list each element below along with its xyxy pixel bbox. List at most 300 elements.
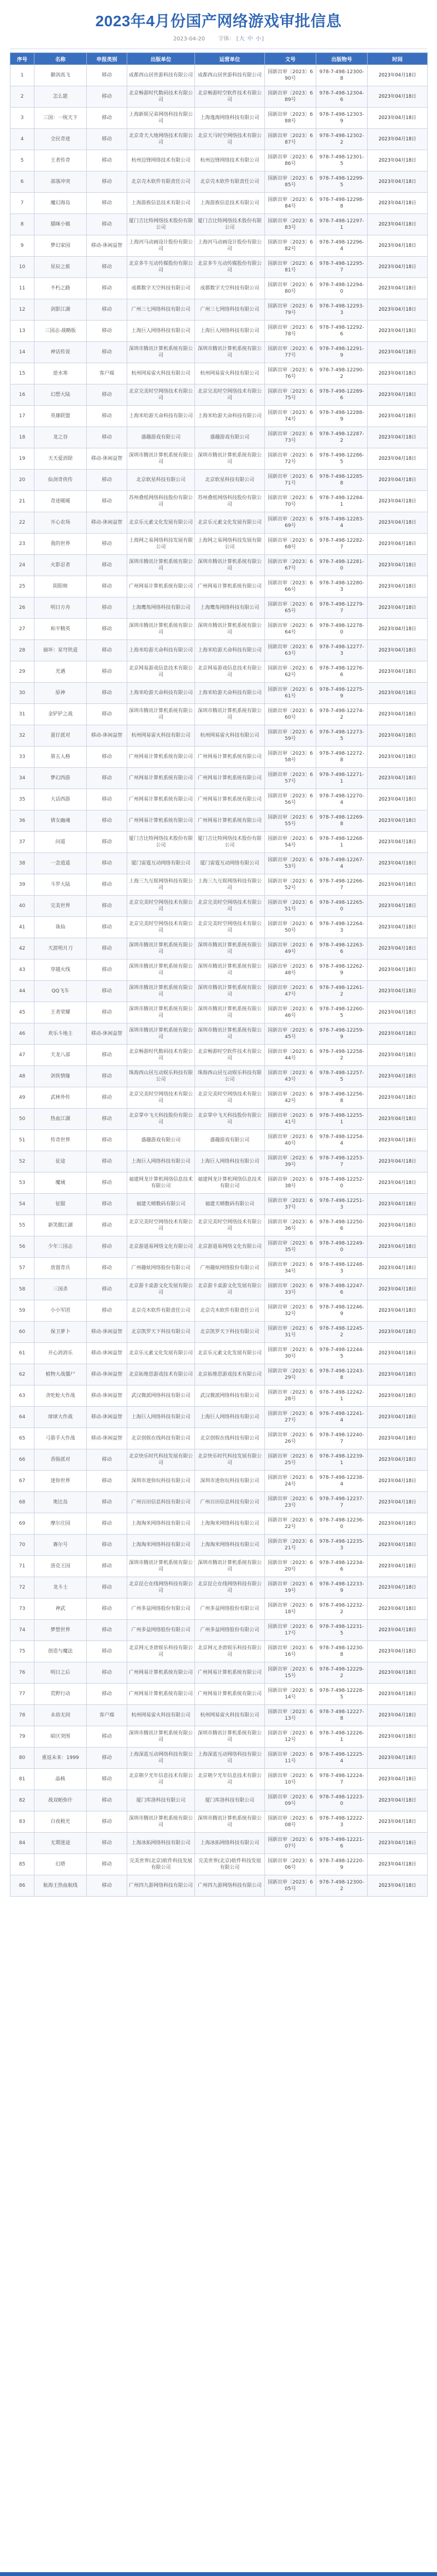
operator-cell: 北京游道易网络文化有限公司 xyxy=(195,1236,265,1258)
category-cell: 移动 xyxy=(87,1726,127,1748)
row-index-cell: 27 xyxy=(10,619,34,640)
row-index-cell: 5 xyxy=(10,150,34,171)
category-cell: 移动-休闲益智 xyxy=(87,1428,127,1449)
row-index-cell: 63 xyxy=(10,1385,34,1407)
doc-number-cell: 国新出审〔2023〕679号 xyxy=(265,299,316,321)
approval-date-cell: 2023年04月18日 xyxy=(368,747,428,768)
publisher-cell: 北京朝夕光年信息技术有限公司 xyxy=(127,1769,195,1790)
row-index-cell: 11 xyxy=(10,278,34,299)
game-name-cell: 王者荣耀 xyxy=(34,1002,87,1023)
approval-date-cell: 2023年04月18日 xyxy=(368,597,428,619)
publisher-cell: 上海淘米网络科技有限公司 xyxy=(127,1535,195,1556)
game-name-cell: 白夜极光 xyxy=(34,1811,87,1833)
category-cell: 移动 xyxy=(87,853,127,874)
publisher-cell: 广州网易计算机系统有限公司 xyxy=(127,768,195,789)
operator-cell: 北京拓维思游戏技术有限公司 xyxy=(195,1364,265,1385)
doc-number-cell: 国新出审〔2023〕647号 xyxy=(265,981,316,1002)
row-index-cell: 79 xyxy=(10,1726,34,1748)
category-cell: 移动 xyxy=(87,683,127,704)
publication-number-cell: 978-7-498-12292-6 xyxy=(316,321,368,342)
publisher-cell: 深圳市腾讯计算机系统有限公司 xyxy=(127,342,195,363)
doc-number-cell: 国新出审〔2023〕684号 xyxy=(265,193,316,214)
approval-date-cell: 2023年04月18日 xyxy=(368,1471,428,1492)
approval-date-cell: 2023年04月18日 xyxy=(368,1620,428,1641)
game-name-cell: QQ飞车 xyxy=(34,981,87,1002)
publisher-cell: 北京游卡桌游文化发展有限公司 xyxy=(127,1279,195,1300)
operator-cell: 上海米哈游天命科技有限公司 xyxy=(195,683,265,704)
publisher-cell: 上海淘米网络科技有限公司 xyxy=(127,1513,195,1535)
publication-number-cell: 978-7-498-12263-6 xyxy=(316,938,368,960)
publisher-cell: 完美世界(北京)软件科技发展有限公司 xyxy=(127,1854,195,1875)
publication-number-cell: 978-7-498-12238-4 xyxy=(316,1471,368,1492)
publisher-cell: 上海米哈游天命科技有限公司 xyxy=(127,640,195,661)
operator-cell: 北京完美时空网络技术有限公司 xyxy=(195,917,265,938)
table-row xyxy=(10,1535,428,1556)
publication-number-cell: 978-7-498-12270-4 xyxy=(316,789,368,810)
doc-number-cell: 国新出审〔2023〕672号 xyxy=(265,448,316,470)
table-row xyxy=(10,1790,428,1811)
publisher-cell: 北京乐元素文化发展有限公司 xyxy=(127,1343,195,1364)
operator-cell: 上海游族信息技术有限公司 xyxy=(195,193,265,214)
table-row xyxy=(10,1087,428,1109)
font-size-medium-option[interactable]: 中 xyxy=(247,36,253,42)
row-index-cell: 4 xyxy=(10,129,34,150)
font-size-large-option[interactable]: 大 xyxy=(239,36,245,42)
doc-number-cell: 国新出审〔2023〕607号 xyxy=(265,1833,316,1854)
doc-number-cell: 国新出审〔2023〕643号 xyxy=(265,1066,316,1087)
approval-date-cell: 2023年04月18日 xyxy=(368,1705,428,1726)
table-row xyxy=(10,619,428,640)
approval-date-cell: 2023年04月18日 xyxy=(368,1385,428,1407)
game-name-cell: 神话传说 xyxy=(34,342,87,363)
row-index-cell: 2 xyxy=(10,86,34,108)
game-name-cell: 征途 xyxy=(34,1151,87,1172)
publisher-cell: 杭州网易雷火科技有限公司 xyxy=(127,725,195,747)
category-cell: 移动 xyxy=(87,427,127,448)
publication-number-cell: 978-7-498-12220-9 xyxy=(316,1854,368,1875)
category-cell: 移动 xyxy=(87,1598,127,1620)
publisher-cell: 北京网元圣唐娱乐科技有限公司 xyxy=(127,1641,195,1662)
publication-number-cell: 978-7-498-12304-6 xyxy=(316,86,368,108)
doc-number-cell: 国新出审〔2023〕661号 xyxy=(265,683,316,704)
category-cell: 移动 xyxy=(87,1662,127,1684)
approval-date-cell: 2023年04月18日 xyxy=(368,938,428,960)
category-cell: 移动 xyxy=(87,1151,127,1172)
operator-cell: 北京游卡桌游文化发展有限公司 xyxy=(195,1279,265,1300)
operator-cell: 广州网易计算机系统有限公司 xyxy=(195,789,265,810)
doc-number-cell: 国新出审〔2023〕624号 xyxy=(265,1471,316,1492)
doc-number-cell: 国新出审〔2023〕653号 xyxy=(265,853,316,874)
table-row xyxy=(10,1684,428,1705)
game-name-cell: 阴阳师 xyxy=(34,576,87,597)
row-index-cell: 86 xyxy=(10,1875,34,1897)
row-index-cell: 76 xyxy=(10,1662,34,1684)
approval-date-cell: 2023年04月18日 xyxy=(368,1343,428,1364)
doc-number-cell: 国新出审〔2023〕627号 xyxy=(265,1407,316,1428)
table-header-row xyxy=(10,53,428,65)
doc-number-cell: 国新出审〔2023〕635号 xyxy=(265,1236,316,1258)
approval-date-cell: 2023年04月18日 xyxy=(368,427,428,448)
publisher-cell: 广州百田信息科技有限公司 xyxy=(127,1492,195,1513)
category-cell: 移动 xyxy=(87,619,127,640)
game-name-cell: 不朽之路 xyxy=(34,278,87,299)
game-name-cell: 龙之谷 xyxy=(34,427,87,448)
publisher-cell: 北京网易游戏信息技术有限公司 xyxy=(127,661,195,683)
doc-number-cell: 国新出审〔2023〕659号 xyxy=(265,725,316,747)
doc-number-cell: 国新出审〔2023〕636号 xyxy=(265,1215,316,1236)
row-index-cell: 16 xyxy=(10,384,34,406)
doc-number-cell: 国新出审〔2023〕675号 xyxy=(265,384,316,406)
category-cell: 移动 xyxy=(87,342,127,363)
category-cell: 移动 xyxy=(87,1002,127,1023)
table-row xyxy=(10,1705,428,1726)
table-row xyxy=(10,1577,428,1598)
operator-cell: 成都西山居世游科技有限公司 xyxy=(195,65,265,86)
category-cell: 移动 xyxy=(87,789,127,810)
publisher-cell: 深圳市腾讯计算机系统有限公司 xyxy=(127,1002,195,1023)
row-index-cell: 41 xyxy=(10,917,34,938)
publisher-cell: 广州网易计算机系统有限公司 xyxy=(127,810,195,832)
publisher-cell: 成都数字天空科技有限公司 xyxy=(127,278,195,299)
approval-date-cell: 2023年04月18日 xyxy=(368,725,428,747)
publication-number-cell: 978-7-498-12280-3 xyxy=(316,576,368,597)
table-row xyxy=(10,683,428,704)
publication-number-cell: 978-7-498-12284-1 xyxy=(316,491,368,512)
approval-date-cell: 2023年04月18日 xyxy=(368,257,428,278)
doc-number-cell: 国新出审〔2023〕619号 xyxy=(265,1577,316,1598)
table-body xyxy=(10,65,428,1897)
publication-number-cell: 978-7-498-12251-3 xyxy=(316,1194,368,1215)
operator-cell: 盛趣游戏有限公司 xyxy=(195,1130,265,1151)
doc-number-cell: 国新出审〔2023〕634号 xyxy=(265,1258,316,1279)
approval-date-cell: 2023年04月18日 xyxy=(368,1300,428,1322)
game-name-cell: 无期迷途 xyxy=(34,1833,87,1854)
row-index-cell: 28 xyxy=(10,640,34,661)
row-index-cell: 14 xyxy=(10,342,34,363)
approval-date-cell: 2023年04月18日 xyxy=(368,1641,428,1662)
doc-number-cell: 国新出审〔2023〕644号 xyxy=(265,1045,316,1066)
category-cell: 移动-休闲益智 xyxy=(87,448,127,470)
row-index-cell: 67 xyxy=(10,1471,34,1492)
publisher-cell: 广州网易计算机系统有限公司 xyxy=(127,1662,195,1684)
operator-cell: 北京创娱在线科技有限公司 xyxy=(195,1428,265,1449)
publisher-cell: 厦门库洛科技有限公司 xyxy=(127,1790,195,1811)
game-name-cell: 三国杀 xyxy=(34,1279,87,1300)
category-cell: 移动 xyxy=(87,193,127,214)
operator-cell: 北京凯罗天下科技有限公司 xyxy=(195,1322,265,1343)
operator-cell: 深圳市腾讯计算机系统有限公司 xyxy=(195,1726,265,1748)
publisher-cell: 上海河马动画设计股份有限公司 xyxy=(127,235,195,257)
game-name-cell: 第五人格 xyxy=(34,747,87,768)
operator-cell: 北京网元圣唐娱乐科技有限公司 xyxy=(195,1641,265,1662)
approval-date-cell: 2023年04月18日 xyxy=(368,1023,428,1045)
table-row xyxy=(10,1471,428,1492)
game-name-cell: 崩坏：星穹铁道 xyxy=(34,640,87,661)
game-name-cell: 逆水寒 xyxy=(34,363,87,384)
game-name-cell: 蛋仔派对 xyxy=(34,725,87,747)
publication-number-cell: 978-7-498-12276-6 xyxy=(316,661,368,683)
publication-number-cell: 978-7-498-12262-9 xyxy=(316,960,368,981)
row-index-cell: 31 xyxy=(10,704,34,725)
row-index-cell: 38 xyxy=(10,853,34,874)
doc-number-cell: 国新出审〔2023〕622号 xyxy=(265,1513,316,1535)
category-cell: 移动 xyxy=(87,917,127,938)
publisher-cell: 深圳市腾讯计算机系统有限公司 xyxy=(127,1023,195,1045)
table-row xyxy=(10,832,428,853)
game-name-cell: 神武 xyxy=(34,1598,87,1620)
publication-number-cell: 978-7-498-12301-5 xyxy=(316,150,368,171)
approval-date-cell: 2023年04月18日 xyxy=(368,960,428,981)
row-index-cell: 69 xyxy=(10,1513,34,1535)
game-name-cell: 魔幻海岛 xyxy=(34,193,87,214)
category-cell: 移动 xyxy=(87,981,127,1002)
approval-date-cell: 2023年04月18日 xyxy=(368,1662,428,1684)
operator-cell: 杭州网易雷火科技有限公司 xyxy=(195,725,265,747)
publication-number-cell: 978-7-498-12296-4 xyxy=(316,235,368,257)
game-name-cell: 王者传奇 xyxy=(34,150,87,171)
category-cell: 移动 xyxy=(87,1087,127,1109)
doc-number-cell: 国新出审〔2023〕637号 xyxy=(265,1194,316,1215)
approval-date-cell: 2023年04月18日 xyxy=(368,1598,428,1620)
publication-number-cell: 978-7-498-12259-9 xyxy=(316,1023,368,1045)
publisher-cell: 广州网易计算机系统有限公司 xyxy=(127,789,195,810)
category-cell: 移动 xyxy=(87,384,127,406)
publication-number-cell: 978-7-498-12221-6 xyxy=(316,1833,368,1854)
row-index-cell: 59 xyxy=(10,1300,34,1322)
publication-number-cell: 978-7-498-12230-8 xyxy=(316,1641,368,1662)
row-index-cell: 54 xyxy=(10,1194,34,1215)
publisher-cell: 苏州叠纸网络科技股份有限公司 xyxy=(127,491,195,512)
publication-number-cell: 978-7-498-12271-1 xyxy=(316,768,368,789)
category-cell: 移动 xyxy=(87,1833,127,1854)
operator-cell: 上海网之易网络科技发展有限公司 xyxy=(195,534,265,555)
doc-number-cell: 国新出审〔2023〕666号 xyxy=(265,576,316,597)
approval-date-cell: 2023年04月18日 xyxy=(368,1215,428,1236)
game-name-cell: 武林外传 xyxy=(34,1087,87,1109)
approval-date-cell: 2023年04月18日 xyxy=(368,65,428,86)
row-index-cell: 55 xyxy=(10,1215,34,1236)
operator-cell: 深圳市腾讯计算机系统有限公司 xyxy=(195,704,265,725)
doc-number-cell: 国新出审〔2023〕690号 xyxy=(265,65,316,86)
column-header-operator: 运营单位 xyxy=(195,53,265,65)
doc-number-cell: 国新出审〔2023〕652号 xyxy=(265,874,316,896)
operator-cell: 厦门吉比特网络技术股份有限公司 xyxy=(195,832,265,853)
doc-number-cell: 国新出审〔2023〕646号 xyxy=(265,1002,316,1023)
row-index-cell: 45 xyxy=(10,1002,34,1023)
row-index-cell: 26 xyxy=(10,597,34,619)
table-row xyxy=(10,491,428,512)
table-row xyxy=(10,1726,428,1748)
row-index-cell: 35 xyxy=(10,789,34,810)
doc-number-cell: 国新出审〔2023〕657号 xyxy=(265,768,316,789)
doc-number-cell: 国新出审〔2023〕681号 xyxy=(265,257,316,278)
publication-number-cell: 978-7-498-12248-3 xyxy=(316,1258,368,1279)
game-name-cell: 梦幻西游 xyxy=(34,768,87,789)
publisher-cell: 北京游道易网络文化有限公司 xyxy=(127,1236,195,1258)
publication-number-cell: 978-7-498-12229-2 xyxy=(316,1662,368,1684)
game-name-cell: 暗区突围 xyxy=(34,1726,87,1748)
category-cell: 移动 xyxy=(87,1811,127,1833)
operator-cell: 上海巨人网络科技有限公司 xyxy=(195,1407,265,1428)
category-cell: 移动 xyxy=(87,470,127,491)
operator-cell: 深圳市腾讯计算机系统有限公司 xyxy=(195,960,265,981)
row-index-cell: 24 xyxy=(10,555,34,576)
table-row xyxy=(10,555,428,576)
table-row xyxy=(10,321,428,342)
approval-date-cell: 2023年04月18日 xyxy=(368,1322,428,1343)
game-name-cell: 天天爱消除 xyxy=(34,448,87,470)
game-name-cell: 光遇 xyxy=(34,661,87,683)
game-name-cell: 战双帕弥什 xyxy=(34,1790,87,1811)
publisher-cell: 北京创娱在线科技有限公司 xyxy=(127,1428,195,1449)
row-index-cell: 51 xyxy=(10,1130,34,1151)
page-title: 2023年4月份国产网络游戏审批信息 xyxy=(95,13,342,29)
font-size-small-option[interactable]: 小 xyxy=(256,36,262,42)
publication-number-cell: 978-7-498-12282-7 xyxy=(316,534,368,555)
game-name-cell: 梦幻家园 xyxy=(34,235,87,257)
row-index-cell: 61 xyxy=(10,1343,34,1364)
doc-number-cell: 国新出审〔2023〕609号 xyxy=(265,1790,316,1811)
publication-number-cell: 978-7-498-12254-4 xyxy=(316,1130,368,1151)
row-index-cell: 9 xyxy=(10,235,34,257)
category-cell: 移动 xyxy=(87,214,127,235)
game-name-cell: 斗罗大陆 xyxy=(34,874,87,896)
approval-date-cell: 2023年04月18日 xyxy=(368,1407,428,1428)
publication-number-cell: 978-7-498-12291-9 xyxy=(316,342,368,363)
publisher-cell: 上海米哈游天命科技有限公司 xyxy=(127,406,195,427)
operator-cell: 杭州边锋网络技术有限公司 xyxy=(195,150,265,171)
publisher-cell: 武汉微派网络科技有限公司 xyxy=(127,1385,195,1407)
publication-number-cell: 978-7-498-12264-3 xyxy=(316,917,368,938)
publisher-cell: 北京完美时空网络技术有限公司 xyxy=(127,1087,195,1109)
doc-number-cell: 国新出审〔2023〕616号 xyxy=(265,1641,316,1662)
table-row xyxy=(10,1258,428,1279)
doc-number-cell: 国新出审〔2023〕649号 xyxy=(265,938,316,960)
doc-number-cell: 国新出审〔2023〕629号 xyxy=(265,1364,316,1385)
publication-number-cell: 978-7-498-12257-5 xyxy=(316,1066,368,1087)
doc-number-cell: 国新出审〔2023〕680号 xyxy=(265,278,316,299)
publisher-cell: 北京昆仑在线网络科技有限公司 xyxy=(127,1577,195,1598)
game-name-cell: 我的世界 xyxy=(34,534,87,555)
operator-cell: 深圳市腾讯计算机系统有限公司 xyxy=(195,555,265,576)
publication-number-cell: 978-7-498-12247-6 xyxy=(316,1279,368,1300)
operator-cell: 深圳市腾讯计算机系统有限公司 xyxy=(195,938,265,960)
category-cell: 移动 xyxy=(87,640,127,661)
publication-number-cell: 978-7-498-12244-5 xyxy=(316,1343,368,1364)
table-row xyxy=(10,1811,428,1833)
approval-date-cell: 2023年04月18日 xyxy=(368,278,428,299)
approval-date-cell: 2023年04月18日 xyxy=(368,704,428,725)
category-cell: 移动 xyxy=(87,768,127,789)
approval-date-cell: 2023年04月18日 xyxy=(368,1236,428,1258)
category-cell: 移动 xyxy=(87,1684,127,1705)
game-name-cell: 大话西游 xyxy=(34,789,87,810)
row-index-cell: 46 xyxy=(10,1023,34,1045)
publisher-cell: 北京奇天大地网络技术有限公司 xyxy=(127,129,195,150)
publication-number-cell: 978-7-498-12242-1 xyxy=(316,1385,368,1407)
approval-date-cell: 2023年04月18日 xyxy=(368,342,428,363)
row-index-cell: 6 xyxy=(10,171,34,193)
doc-number-cell: 国新出审〔2023〕650号 xyxy=(265,917,316,938)
category-cell: 移动-休闲益智 xyxy=(87,1023,127,1045)
operator-cell: 厦门库洛科技有限公司 xyxy=(195,1790,265,1811)
game-name-cell: 剑影江湖 xyxy=(34,299,87,321)
table-row xyxy=(10,448,428,470)
publication-number-cell: 978-7-498-12222-3 xyxy=(316,1811,368,1833)
publication-number-cell: 978-7-498-12223-0 xyxy=(316,1790,368,1811)
approval-date-cell: 2023年04月18日 xyxy=(368,1769,428,1790)
publication-number-cell: 978-7-498-12233-9 xyxy=(316,1577,368,1598)
table-row xyxy=(10,853,428,874)
row-index-cell: 12 xyxy=(10,299,34,321)
publisher-cell: 北京多牛互动传媒股份有限公司 xyxy=(127,257,195,278)
publisher-cell: 珠海西山居互动娱乐科技有限公司 xyxy=(127,1066,195,1087)
approval-date-cell: 2023年04月18日 xyxy=(368,1535,428,1556)
publication-number-cell: 978-7-498-12283-4 xyxy=(316,512,368,534)
approval-date-cell: 2023年04月18日 xyxy=(368,1194,428,1215)
table-row xyxy=(10,427,428,448)
operator-cell: 深圳市腾讯计算机系统有限公司 xyxy=(195,342,265,363)
operator-cell: 盛趣游戏有限公司 xyxy=(195,427,265,448)
doc-number-cell: 国新出审〔2023〕667号 xyxy=(265,555,316,576)
publication-number-cell: 978-7-498-12266-7 xyxy=(316,874,368,896)
doc-number-cell: 国新出审〔2023〕664号 xyxy=(265,619,316,640)
category-cell: 移动 xyxy=(87,576,127,597)
publication-number-cell: 978-7-498-12275-9 xyxy=(316,683,368,704)
publication-number-cell: 978-7-498-12261-2 xyxy=(316,981,368,1002)
table-row xyxy=(10,1279,428,1300)
game-name-cell: 奥比岛 xyxy=(34,1492,87,1513)
publication-number-cell: 978-7-498-12285-8 xyxy=(316,470,368,491)
publisher-cell: 深圳市腾讯计算机系统有限公司 xyxy=(127,1726,195,1748)
operator-cell: 武汉微派网络科技有限公司 xyxy=(195,1385,265,1407)
row-index-cell: 85 xyxy=(10,1854,34,1875)
category-cell: 移动 xyxy=(87,597,127,619)
table-row xyxy=(10,874,428,896)
operator-cell: 深圳市腾讯计算机系统有限公司 xyxy=(195,448,265,470)
doc-number-cell: 国新出审〔2023〕633号 xyxy=(265,1279,316,1300)
table-row xyxy=(10,150,428,171)
publication-number-cell: 978-7-498-12278-0 xyxy=(316,619,368,640)
table-row xyxy=(10,1769,428,1790)
category-cell: 移动 xyxy=(87,1875,127,1897)
approval-date-cell: 2023年04月18日 xyxy=(368,214,428,235)
table-row xyxy=(10,597,428,619)
publication-number-cell: 978-7-498-12232-2 xyxy=(316,1598,368,1620)
operator-cell: 杭州网易雷火科技有限公司 xyxy=(195,363,265,384)
doc-number-cell: 国新出审〔2023〕645号 xyxy=(265,1023,316,1045)
approval-date-cell: 2023年04月18日 xyxy=(368,1087,428,1109)
publisher-cell: 北京快乐时代科技发展有限公司 xyxy=(127,1449,195,1471)
category-cell: 移动 xyxy=(87,896,127,917)
row-index-cell: 65 xyxy=(10,1428,34,1449)
game-name-cell: 星辰之旅 xyxy=(34,257,87,278)
row-index-cell: 66 xyxy=(10,1449,34,1471)
operator-cell: 完美世界(北京)软件科技发展有限公司 xyxy=(195,1854,265,1875)
publisher-cell: 北京软星科技有限公司 xyxy=(127,470,195,491)
operator-cell: 广州多益网络股份有限公司 xyxy=(195,1598,265,1620)
game-name-cell: 摩尔庄园 xyxy=(34,1513,87,1535)
publisher-cell: 上海鹰角网络科技有限公司 xyxy=(127,597,195,619)
category-cell: 移动 xyxy=(87,1769,127,1790)
game-name-cell: 贪吃蛇大作战 xyxy=(34,1385,87,1407)
row-index-cell: 52 xyxy=(10,1151,34,1172)
category-cell: 移动 xyxy=(87,704,127,725)
publication-number-cell: 978-7-498-12288-9 xyxy=(316,406,368,427)
operator-cell: 北京昆仑在线网络科技有限公司 xyxy=(195,1577,265,1598)
row-index-cell: 80 xyxy=(10,1748,34,1769)
game-name-cell: 原神 xyxy=(34,683,87,704)
